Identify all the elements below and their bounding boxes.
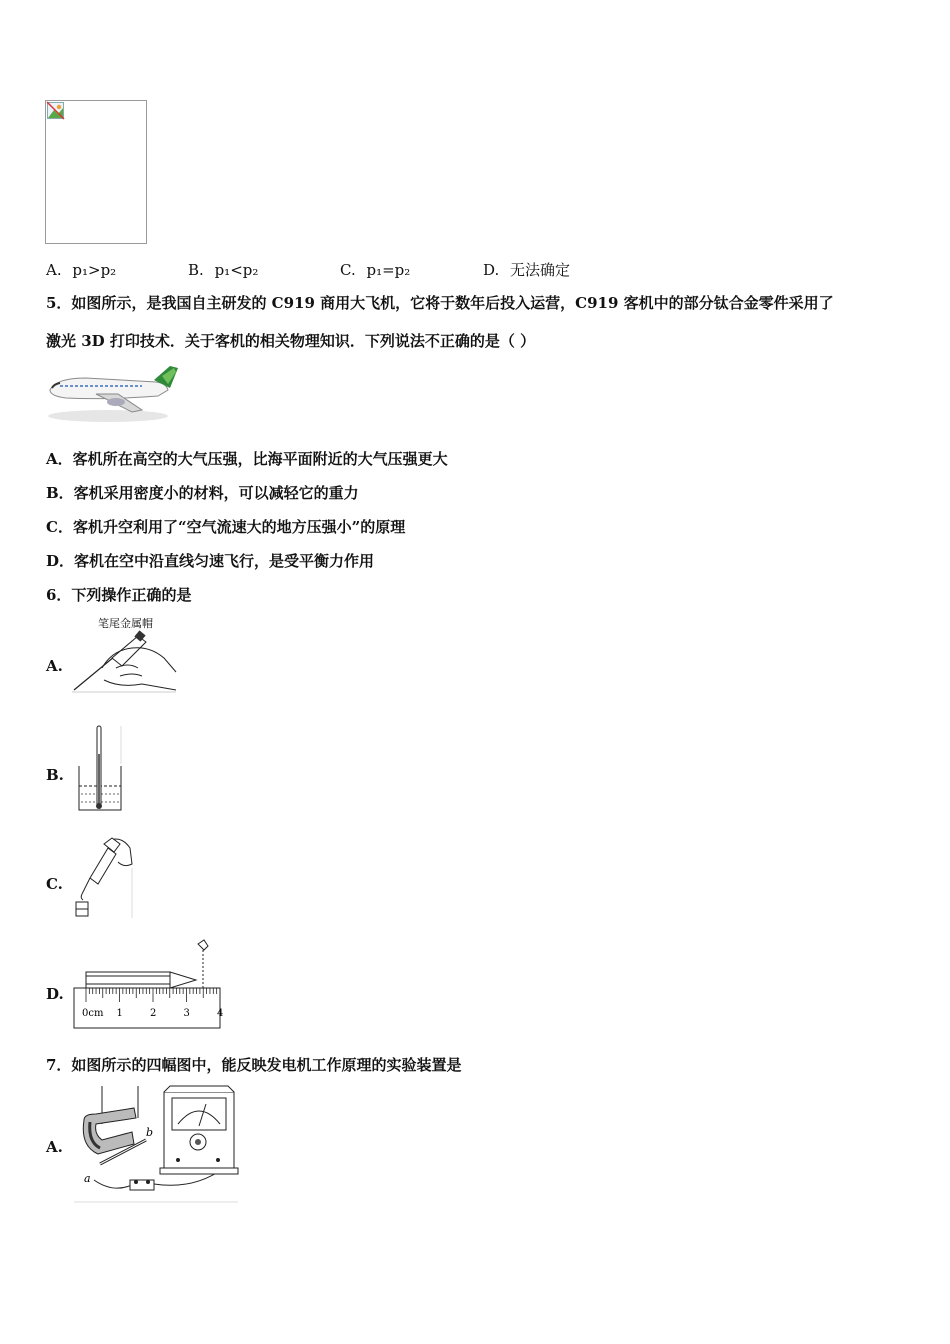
option-text: p₁>p₂: [72, 261, 117, 279]
q5-option-d: D．客机在空中沿直线匀速飞行，是受平衡力作用: [46, 552, 375, 570]
q7-label-a: A.: [46, 1138, 63, 1156]
ruler-tick-label: 4: [217, 1008, 224, 1019]
dropper-hand-image: [74, 834, 134, 920]
c919-airplane-image: [46, 366, 186, 426]
broken-image-icon: [47, 102, 65, 120]
option-text: p₁=p₂: [366, 261, 411, 279]
ruler-tick-label: 2: [150, 1008, 157, 1019]
label-a: a: [84, 1172, 91, 1185]
q5-stem-line2: 激光 3D 打印技术．关于客机的相关物理知识．下列说法不正确的是（ ）: [46, 332, 536, 350]
q4-option-c: [340, 260, 410, 280]
option-text: 无法确定: [510, 261, 571, 279]
q6-label-d: D.: [46, 985, 64, 1003]
test-pen-hand-image: [72, 628, 177, 693]
ruler-tick-label: 3: [183, 1008, 190, 1019]
option-letter: C.: [340, 261, 356, 279]
broken-image-placeholder: [45, 100, 147, 244]
q7-stem: 7．如图所示的四幅图中，能反映发电机工作原理的实验装置是: [46, 1056, 462, 1074]
q6-label-b: B.: [46, 766, 64, 784]
q4-option-b: [188, 260, 258, 280]
q6-label-c: C.: [46, 875, 63, 893]
ruler-pencil-image: [72, 940, 222, 1030]
pen-caption: 笔尾金属帽: [98, 617, 153, 630]
option-letter: A.: [46, 261, 62, 279]
option-letter: D.: [483, 261, 500, 279]
q5-option-c: C．客机升空利用了“空气流速大的地方压强小”的原理: [46, 518, 406, 536]
generator-experiment-image: [74, 1084, 239, 1204]
q5-option-a: A．客机所在高空的大气压强，比海平面附近的大气压强更大: [46, 450, 448, 468]
label-b: b: [146, 1126, 154, 1139]
q6-label-a: A.: [46, 657, 63, 675]
ruler-tick-label: 0cm: [82, 1008, 104, 1019]
q5-option-b: B．客机采用密度小的材料，可以减轻它的重力: [46, 484, 359, 502]
q4-option-d: [483, 260, 570, 280]
thermometer-beaker-image: [76, 724, 126, 814]
q5-stem-line1: 5．如图所示，是我国自主研发的 C919 商用大飞机，它将于数年后投入运营，C919 客机中的部分钛合金零件采用了: [46, 294, 834, 312]
ruler-tick-label: 1: [116, 1008, 123, 1019]
q4-option-a: [46, 260, 116, 280]
option-text: p₁<p₂: [214, 261, 259, 279]
option-letter: B.: [188, 261, 204, 279]
q6-stem: 6．下列操作正确的是: [46, 586, 192, 604]
